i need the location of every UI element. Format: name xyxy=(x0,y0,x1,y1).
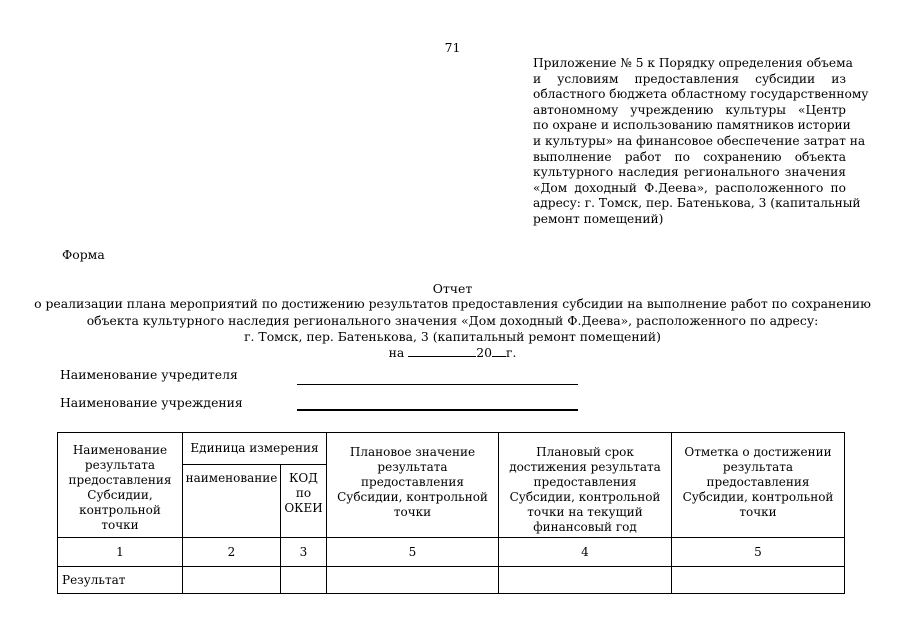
table-cell[interactable] xyxy=(183,567,281,594)
date-year: 20 xyxy=(476,345,492,360)
header-unit: Единица измерения xyxy=(183,433,327,465)
col-number: 5 xyxy=(327,538,499,567)
appendix-note xyxy=(533,56,869,228)
report-subtitle-line: объекта культурного наследия регионального значения «Дом доходный Ф.Деева», расположенного по адресу: xyxy=(86,313,819,328)
date-prefix: на xyxy=(388,345,405,360)
form-label: Форма xyxy=(62,247,105,262)
page-number: 71 xyxy=(444,40,461,55)
date-suffix: г. xyxy=(505,345,517,360)
institution-line[interactable] xyxy=(297,409,578,411)
appendix-line: областного бюджета областному государственному xyxy=(533,87,869,102)
table-cell[interactable] xyxy=(281,567,327,594)
founder-line[interactable] xyxy=(297,384,578,385)
report-title: Отчет xyxy=(432,281,473,296)
appendix-line: и условиям предоставления субсидии из xyxy=(533,71,846,86)
appendix-line: автономному учреждению культуры «Центр xyxy=(533,102,846,117)
row-label-result: Результат xyxy=(58,567,183,594)
header-unit-code: КОД по ОКЕИ xyxy=(281,464,327,537)
table-cell[interactable] xyxy=(672,567,845,594)
header-mark: Отметка о достижении результата предоставления Субсидии, контрольной точки xyxy=(672,433,845,538)
year-blank[interactable] xyxy=(492,346,506,357)
report-date xyxy=(0,345,905,360)
report-subtitle-line: о реализации плана мероприятий по достижению результатов предоставления субсидии на выполнение работ по сохранению xyxy=(34,296,871,311)
header-plan-term: Плановый срок достижения результата предоставления Субсидии, контрольной точки на текущий финансовый год xyxy=(499,433,672,538)
col-number: 2 xyxy=(183,538,281,567)
header-result: Наименование результата предоставления Субсидии, контрольной точки xyxy=(58,433,183,538)
header-unit-name: наименование xyxy=(183,464,281,537)
report-subtitle-line: г. Томск, пер. Батенькова, 3 (капитальный ремонт помещений) xyxy=(244,329,661,344)
institution-label: Наименование учреждения xyxy=(60,395,243,410)
date-blank[interactable] xyxy=(408,346,476,357)
col-number: 5 xyxy=(672,538,845,567)
header-plan-value: Плановое значение результата предоставления Субсидии, контрольной точки xyxy=(327,433,499,538)
appendix-line: и культуры» на финансовое обеспечение затрат на xyxy=(533,133,866,148)
col-number: 1 xyxy=(58,538,183,567)
table-cell[interactable] xyxy=(327,567,499,594)
founder-label: Наименование учредителя xyxy=(60,367,238,382)
appendix-line: Приложение № 5 к Порядку определения объема xyxy=(533,56,853,70)
appendix-line: «Дом доходный Ф.Деева», расположенного по xyxy=(533,180,846,195)
col-number: 4 xyxy=(499,538,672,567)
col-number: 3 xyxy=(281,538,327,567)
appendix-line: по охране и использованию памятников истории xyxy=(533,118,851,133)
appendix-line: адресу: г. Томск, пер. Батенькова, 3 (капитальный xyxy=(533,196,861,211)
appendix-line: ремонт помещений) xyxy=(533,211,664,226)
table-cell[interactable] xyxy=(499,567,672,594)
appendix-line: культурного наследия регионального значения xyxy=(533,165,846,180)
appendix-line: выполнение работ по сохранению объекта xyxy=(533,149,846,164)
report-table xyxy=(57,432,845,594)
